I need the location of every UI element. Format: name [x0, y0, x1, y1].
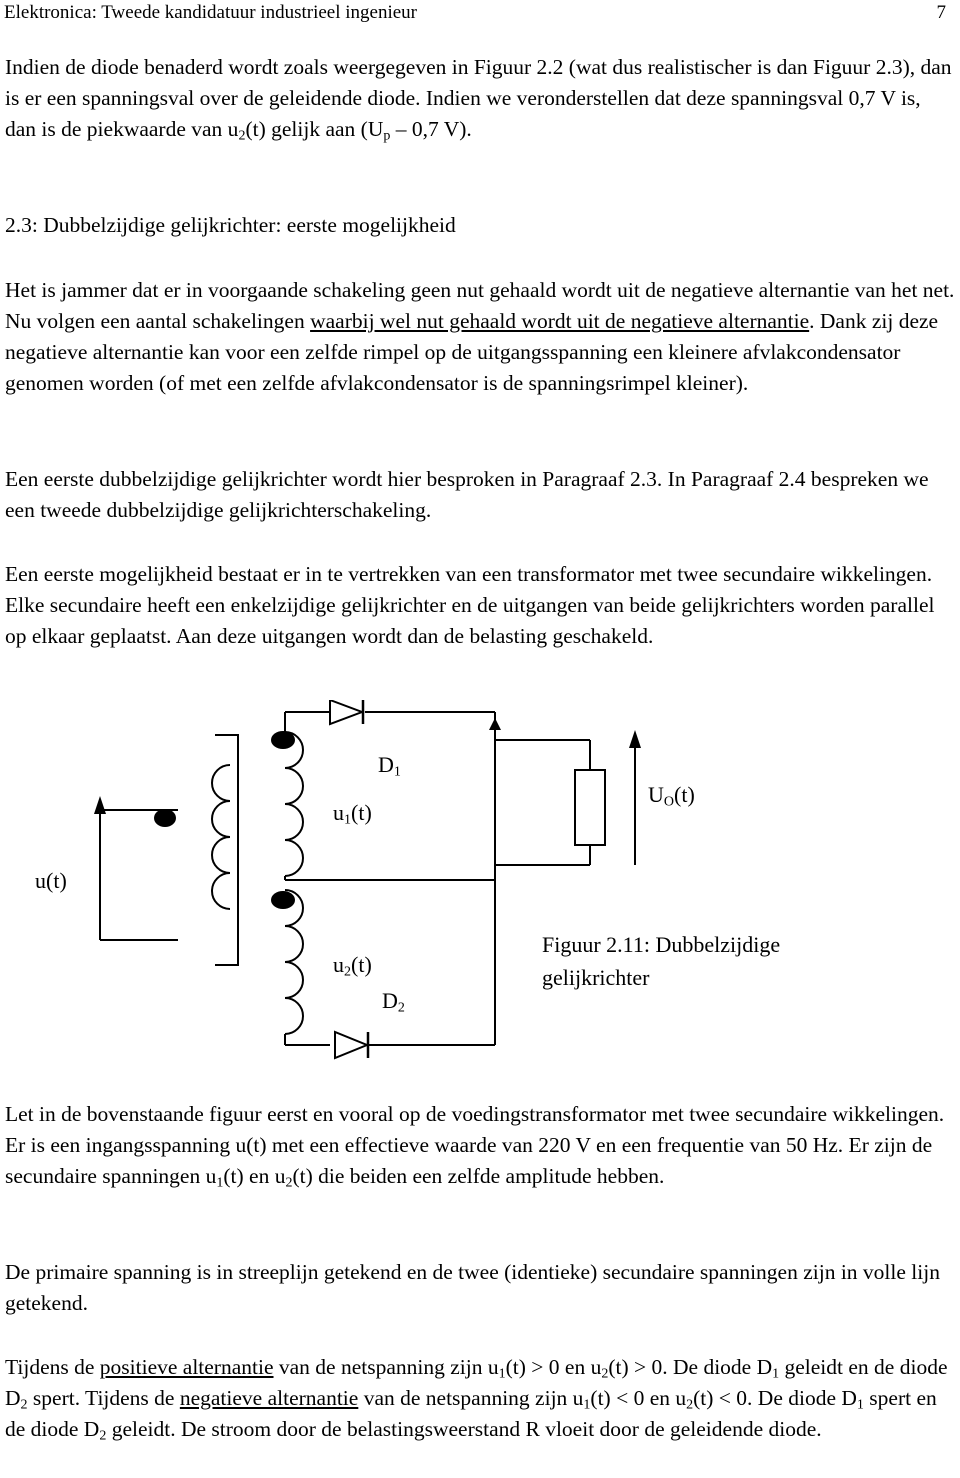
label-input-voltage: u(t)	[35, 868, 67, 893]
polarity-dot-upper	[271, 731, 295, 749]
intro-paragraph: Indien de diode benaderd wordt zoals weergegeven in Figuur 2.2 (wat dus realistischer is dan Figuur 2.3), dan is er een spanningsval over de geleidende diode. Indien we veronderstellen dat deze spanningsval 0,7 V is, dan is de piekwaarde van $u_2(t)$ gelijk aan ($U_p - 0,7$ V).	[5, 55, 952, 144]
paragraph-negative-alternation: Het is jammer dat er in voorgaande schakeling geen nut gehaald wordt uit de negatieve alternantie van het net. Nu volgen een aantal schakelingen waarbij wel nut gehaald wordt uit de negatieve alternantie. Dank zij deze negatieve alternantie kan voor een zelfde rimpel op de uitgangsspanning een kleinere afvlakcondensator genomen worden (of met een zelfde afvlakcondensator is de spanningsrimpel kleiner).	[5, 278, 955, 395]
primary-winding-coil	[212, 765, 230, 909]
diode-d1-symbol	[330, 700, 362, 724]
paragraph-alternation-operation: Tijdens de positieve alternantie van de netspanning zijn $u_1(t) > 0$ en $u_2(t) > 0$. De diode $D_1$ geleidt en de diode $D_2$ spert. Tijdens de negatieve alternantie van de netspanning zijn $u_1(t) < 0$ en $u_2(t) < 0$. De diode $D_1$ spert en de diode $D_2$ geleidt. De stroom door de belastingsweerstand R vloeit door de geleidende diode.	[5, 1355, 948, 1444]
label-uo: $U_O(t)$	[648, 782, 695, 810]
page-number: 7	[936, 2, 946, 23]
label-d2: $D_2$	[382, 988, 405, 1016]
polarity-dot-lower	[271, 891, 295, 909]
output-arrow-head	[629, 730, 641, 748]
paragraph-transformer-explanation: Let in de bovenstaande figuur eerst en vooral op de voedingstransformator met twee secundaire wikkelingen. Er is een ingangsspanning u(t) met een effectieve waarde van 220 V en een frequentie van 50 Hz. Er zijn de secundaire spanningen $u_1(t)$ en $u_2(t)$ die beiden een zelfde amplitude hebben.	[5, 1102, 945, 1191]
secondary-winding-upper	[285, 732, 303, 876]
paragraph-sections: Een eerste dubbelzijdige gelijkrichter wordt hier besproken in Paragraaf 2.3. In Paragraaf 2.4 bespreken we een tweede dubbelzijdige gelijkrichterschakeling.	[5, 467, 929, 522]
label-d1: $D_1$	[378, 752, 401, 780]
diode-d2-symbol	[335, 1032, 367, 1058]
polarity-dot-primary	[154, 809, 176, 827]
input-arrow-head	[94, 796, 106, 814]
label-u1: $u_1(t)$	[333, 800, 372, 828]
figure-caption: Figuur 2.11: Dubbelzijdige gelijkrichter	[542, 932, 781, 990]
secondary-winding-lower	[285, 890, 303, 1034]
load-resistor	[575, 770, 605, 845]
paragraph-dashed-lines: De primaire spanning is in streeplijn getekend en de twee (identieke) secundaire spanningen zijn in volle lijn getekend.	[5, 1260, 940, 1315]
rectifier-circuit-diagram	[0, 700, 960, 1070]
section-title: 2.3: Dubbelzijdige gelijkrichter: eerste mogelijkheid	[5, 213, 456, 237]
paragraph-transformer: Een eerste mogelijkheid bestaat er in te vertrekken van een transformator met twee secundaire wikkelingen. Elke secundaire heeft een enkelzijdige gelijkrichter en de uitgangen van beide gelijkrichters worden parallel op elkaar geplaatst. Aan deze uitgangen wordt dan de belasting geschakeld.	[5, 562, 935, 648]
label-u2: $u_2(t)$	[333, 952, 372, 980]
header-title: Elektronica: Tweede kandidatuur industrieel ingenieur	[4, 2, 418, 23]
